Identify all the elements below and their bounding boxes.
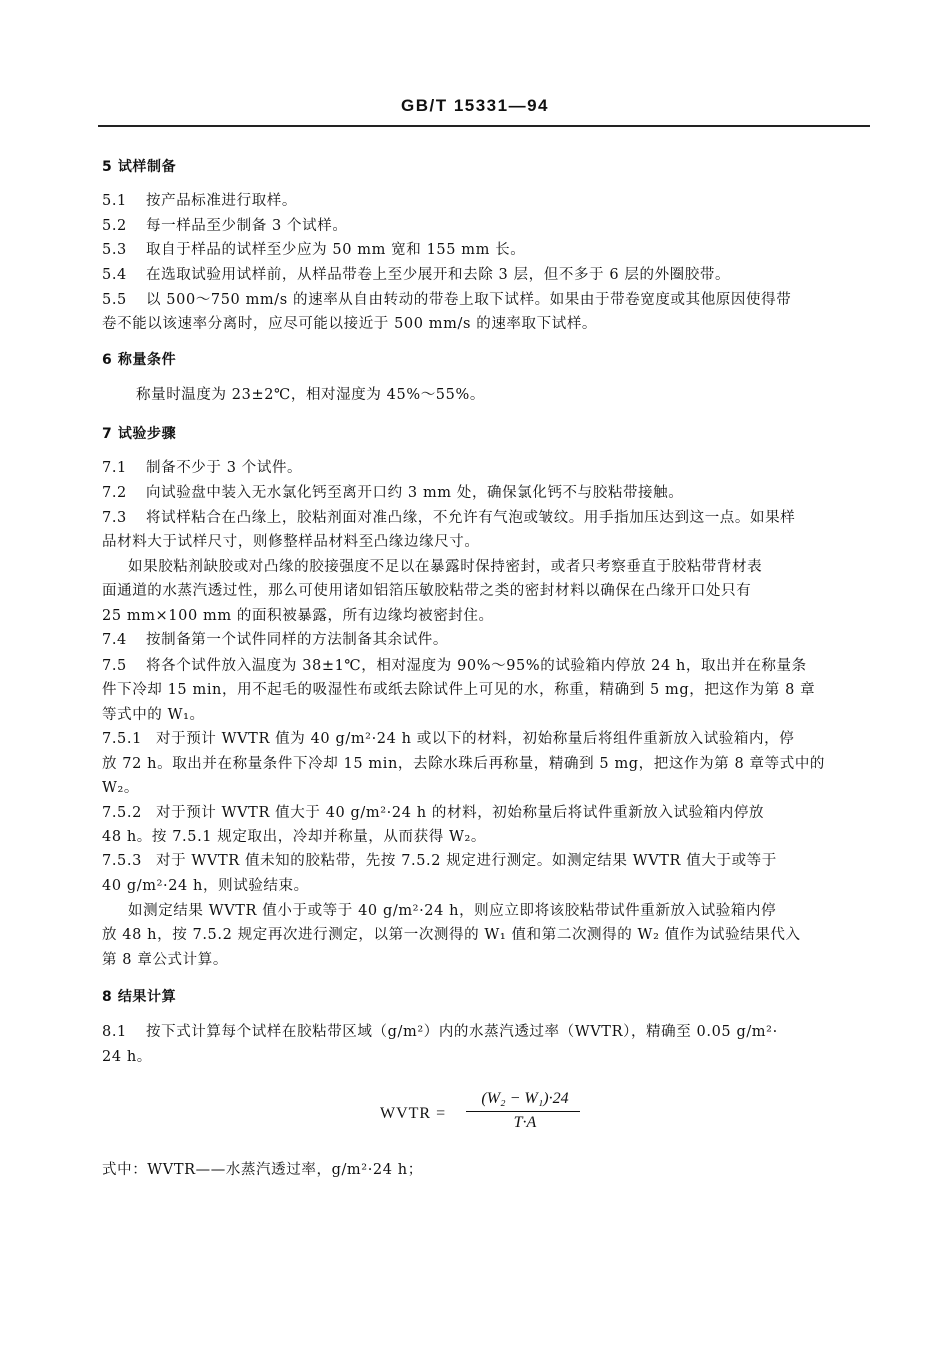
section-5-heading: 5 试样制备: [102, 159, 177, 175]
clause-text: 向试验盘中装入无水氯化钙至离开口约 3 mm 处，确保氯化钙不与胶粘带接触。: [146, 485, 684, 501]
clause-8-1-continued: 24 h。: [102, 1049, 152, 1065]
clause-5-5: [102, 290, 872, 310]
clause-7-5-3-continued: 40 g/m²·24 h，则试验结束。: [102, 878, 309, 894]
clause-number: 7.5: [102, 658, 127, 674]
sealing-note-line-1: 如果胶粘剂缺胶或对凸缘的胶接强度不足以在暴露时保持密封，或者只考察垂直于胶粘带背材表: [128, 559, 763, 575]
clause-text: 对于预计 WVTR 值为 40 g/m²·24 h 或以下的材料，初始称量后将组件重新放入试验箱内，停: [156, 731, 795, 747]
header-rule: [98, 125, 870, 127]
clause-number: 5.5: [102, 292, 127, 308]
clause-7-5-3: [102, 851, 872, 871]
clause-5-2: [102, 216, 872, 236]
clause-number: 7.2: [102, 485, 127, 501]
clause-number: 7.1: [102, 460, 127, 476]
retest-paragraph-line-1: 如测定结果 WVTR 值小于或等于 40 g/m²·24 h，则应立即将该胶粘带试件重新放入试验箱内停: [128, 903, 777, 919]
formula-legend-wvtr: 式中：WVTR——水蒸汽透过率，g/m²·24 h；: [102, 1162, 423, 1178]
clause-text: 在选取试验用试样前，从样品带卷上至少展开和去除 3 层，但不多于 6 层的外圈胶带。: [146, 267, 731, 283]
section-6-heading: 6 称量条件: [102, 352, 177, 368]
clause-text: 按下式计算每个试样在胶粘带区域（g/m²）内的水蒸汽透过率（WVTR），精确至 0.05 g/m²·: [146, 1024, 778, 1040]
clause-7-5-1: [102, 729, 872, 749]
clause-number: 5.4: [102, 267, 127, 283]
clause-text: 每一样品至少制备 3 个试样。: [146, 218, 348, 234]
clause-number: 7.5.1: [102, 731, 142, 747]
clause-text: 按制备第一个试件同样的方法制备其余试件。: [146, 632, 448, 648]
section-7-heading: 7 试验步骤: [102, 426, 177, 442]
clause-number: 5.1: [102, 193, 127, 209]
clause-7-5-2: [102, 803, 872, 823]
clause-text: 对于预计 WVTR 值大于 40 g/m²·24 h 的材料，初始称量后将试件重新放入试验箱内停放: [156, 805, 765, 821]
formula-numerator: (W₂ − W₁)·24: [481, 1090, 569, 1107]
standard-number-header: GB/T 15331—94: [400, 96, 549, 115]
clause-number: 5.2: [102, 218, 127, 234]
clause-text: 以 500～750 mm/s 的速率从自由转动的带卷上取下试样。如果由于带卷宽度或其他原因使得带: [146, 292, 792, 308]
clause-7-5: [102, 656, 872, 676]
clause-number: 7.4: [102, 632, 127, 648]
retest-paragraph-line-2: 放 48 h，按 7.5.2 规定再次进行测定，以第一次测得的 W₁ 值和第二次测得的 W₂ 值作为试验结果代入: [102, 927, 801, 943]
clause-text: 制备不少于 3 个试件。: [146, 460, 303, 476]
weighing-condition-text: 称量时温度为 23±2℃，相对湿度为 45%～55%。: [136, 387, 485, 403]
clause-7-3: [102, 508, 872, 528]
sealing-note-line-2: 面通道的水蒸汽透过性，那么可使用诸如铝箔压敏胶粘带之类的密封材料以确保在凸缘开口处只有: [102, 583, 752, 599]
retest-paragraph-line-3: 第 8 章公式计算。: [102, 952, 228, 968]
clause-7-5-1-continued-1: 放 72 h。取出并在称量条件下冷却 15 min，去除水珠后再称量，精确到 5 mg，把这作为第 8 章等式中的: [102, 756, 826, 772]
clause-5-5-continued: 卷不能以该速率分离时，应尽可能以接近于 500 mm/s 的速率取下试样。: [102, 316, 598, 332]
clause-5-3: [102, 240, 872, 260]
clause-8-1: [102, 1022, 872, 1042]
clause-number: 7.5.2: [102, 805, 142, 821]
clause-7-5-2-continued: 48 h。按 7.5.1 规定取出，冷却并称量，从而获得 W₂。: [102, 829, 487, 845]
clause-text: 对于 WVTR 值未知的胶粘带，先按 7.5.2 规定进行测定。如测定结果 WVTR 值大于或等于: [156, 853, 777, 869]
formula-denominator: T·A: [513, 1114, 537, 1131]
fraction-bar: [466, 1111, 580, 1112]
section-8-heading: 8 结果计算: [102, 989, 177, 1005]
clause-7-5-1-continued-2: W₂。: [102, 780, 140, 796]
clause-number: 7.5.3: [102, 853, 142, 869]
clause-number: 5.3: [102, 242, 127, 258]
clause-text: 将试样粘合在凸缘上，胶粘剂面对准凸缘，不允许有气泡或皱纹。用手指加压达到这一点。如果样: [146, 510, 796, 526]
sealing-note-line-3: 25 mm×100 mm 的面积被暴露，所有边缘均被密封住。: [102, 608, 494, 624]
clause-text: 将各个试件放入温度为 38±1℃，相对湿度为 90%～95%的试验箱内停放 24 h，取出并在称量条: [146, 658, 807, 674]
clause-7-1: [102, 458, 872, 478]
clause-number: 7.3: [102, 510, 127, 526]
clause-7-5-continued-2: 等式中的 W₁。: [102, 707, 205, 723]
clause-number: 8.1: [102, 1024, 127, 1040]
clause-7-2: [102, 483, 872, 503]
clause-text: 按产品标准进行取样。: [146, 193, 297, 209]
clause-7-3-continued: 品材料大于试样尺寸，则修整样品材料至凸缘边缘尺寸。: [102, 534, 480, 550]
wvtr-formula: [380, 1090, 700, 1140]
clause-7-4: [102, 630, 872, 650]
clause-text: 取自于样品的试样至少应为 50 mm 宽和 155 mm 长。: [146, 242, 526, 258]
clause-5-4: [102, 265, 872, 285]
formula-lhs: WVTR =: [380, 1105, 447, 1122]
clause-7-5-continued-1: 件下冷却 15 min，用不起毛的吸湿性布或纸去除试件上可见的水，称重，精确到 5 mg，把这作为第 8 章: [102, 682, 816, 698]
clause-5-1: [102, 191, 872, 211]
